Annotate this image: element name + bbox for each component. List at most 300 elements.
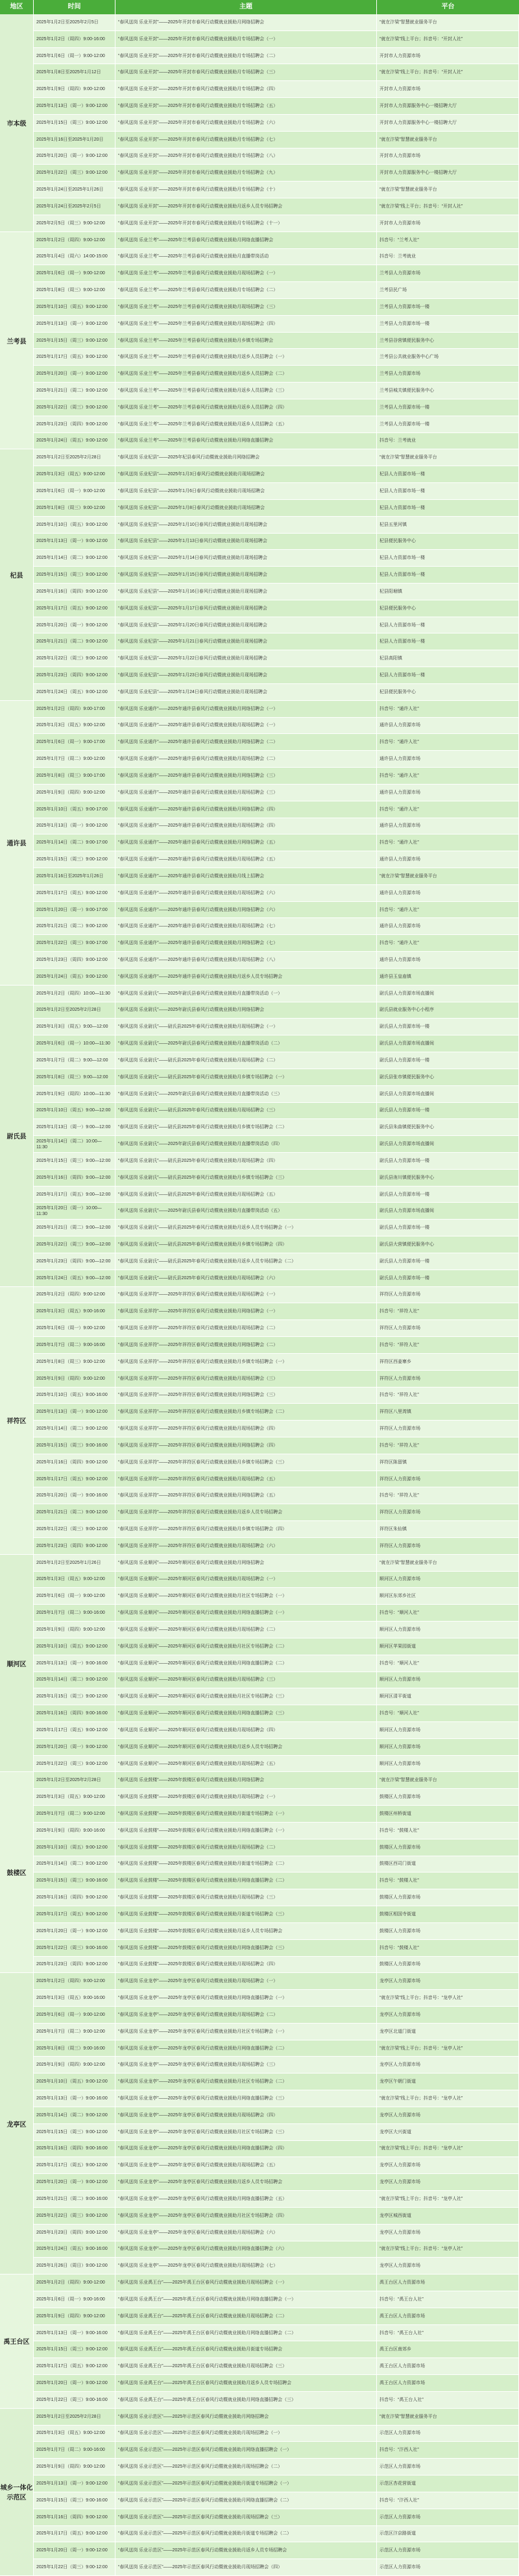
theme-cell: “春风送岗 乐业通许”——2025年通许县春风行动暨就业援助月网络招聘会（三） [115,768,377,785]
theme-cell: “春风送岗 乐业祥符”——2025年祥符区春风行动暨就业援助月现场招聘会（一） [115,1287,377,1304]
theme-cell: “春风送岗 乐业祥符”——2025年祥符区春风行动暨就业援助月现场招聘会（四） [115,1421,377,1437]
platform-cell: 抖音号：“通许人社” [377,734,519,751]
time-cell: 2025年1月20日（周一）9:00-12:00 [34,1923,115,1940]
theme-cell: “春风送岗 乐业通许”——2025年通许县春风行动暨就业援助月现场招聘会（二） [115,751,377,768]
theme-cell: “春风送岗 乐业尉氏”——尉氏县2025年春风行动暨就业援助月返乡人员专场招聘会（一） [115,1220,377,1236]
time-cell: 2025年1月9日（周四）10:00—11:30 [34,1086,115,1103]
theme-cell: “春风送岗 乐业通许”——2025年通许县春风行动暨就业援助月现场招聘会（六） [115,885,377,902]
platform-cell: 尉氏县人力资源市场直播间 [377,986,519,1002]
platform-cell: “就在汴梁”线上平台；抖音号：“开封人社” [377,31,519,48]
theme-cell: “春风送岗 乐业祥符”——2025年祥符区春风行动暨就业援助月返乡人员专场招聘会 [115,1504,377,1521]
time-cell: 2025年1月24日至2025年2月5日 [34,198,115,215]
time-cell: 2025年1月2日（周四）9:00-12:00 [34,1287,115,1304]
platform-cell: “就在汴梁”智慧就业服务平台 [377,182,519,198]
time-cell: 2025年1月17日（周五）9:00-12:00 [34,600,115,617]
platform-cell: “就在汴梁”线上平台；抖音号：“龙亭人社” [377,2241,519,2258]
district-cell: 鼓楼区 [0,1772,34,1973]
theme-cell: “春风送岗 乐业尉氏”——尉氏县2025年春风行动暨就业援助月乡镇专场招聘会（一） [115,1069,377,1086]
time-cell: 2025年1月22日（周三）9:00-16:00 [34,2392,115,2409]
time-cell: 2025年1月20日（周一）9:00-12:00 [34,2542,115,2559]
theme-cell: “春风送岗 乐业兰考”——2025年兰考县春风行动暨就业援助月网络直播招聘会 [115,232,377,249]
theme-cell: “春风送岗 乐业祥符”——2025年祥符区春风行动暨就业援助月网络招聘会（一） [115,1303,377,1320]
district-cell: 龙亭区 [0,1973,34,2275]
platform-cell: 尉氏县就业服务中心小程序 [377,1002,519,1019]
platform-cell: 杞县人力资源市场一楼 [377,550,519,567]
theme-cell: “春风送岗 乐业顺河”——2025年顺河区春风行动暨就业援助月现场招聘会（四） [115,1722,377,1739]
platform-cell: 抖音号：“禹王台人社” [377,2392,519,2409]
platform-cell: “就在汴梁”智慧就业服务平台 [377,14,519,31]
time-cell: 2025年1月2日至2025年2月5日 [34,14,115,31]
time-cell: 2025年1月6日（周一）9:00-12:00 [34,483,115,500]
platform-cell: 龙亭区人力资源市场 [377,2057,519,2074]
platform-cell: 尉氏县人力资源市场一楼 [377,1220,519,1236]
time-cell: 2025年1月2日至2025年2月28日 [34,1002,115,1019]
theme-cell: “春风送岗 乐业龙亭”——2025年龙亭区春风行动暨就业援助月社区专场招聘会（一） [115,2024,377,2040]
platform-cell: 龙亭区大兴街道 [377,2124,519,2141]
platform-cell: 祥符区人力资源市场 [377,1421,519,1437]
theme-cell: “春风送岗 乐业龙亭”——2025年龙亭区春风行动暨就业援助月网络直播招聘会（五） [115,2191,377,2208]
time-cell: 2025年1月6日（周一）9:00-12:00 [34,265,115,282]
time-cell: 2025年2月5日（周三）9:00-12:00 [34,215,115,232]
platform-cell: 尉氏县人力资源市场一楼 [377,1103,519,1120]
time-cell: 2025年1月17日（周五）9:00-12:00 [34,1722,115,1739]
theme-cell: “春风送岗 乐业顺河”——2025年顺河区春风行动暨就业援助月网络招聘会 [115,1555,377,1572]
platform-cell: 抖音号：“祥符人社” [377,1437,519,1454]
platform-cell: 顺河区人力资源市场 [377,1672,519,1689]
platform-cell: 祥符区人力资源市场 [377,1504,519,1521]
platform-cell: 抖音号：“鼓楼人社” [377,1823,519,1839]
theme-cell: “春风送岗 乐业杞县”——2025年1月16日春风行动暨就业援助月现场招聘会 [115,584,377,600]
platform-cell: 鼓楼区相国寺街道 [377,1906,519,1923]
theme-cell: “春风送岗 乐业禹王台”——2025年禹王台区春风行动暨就业援助月网络直播招聘会（一） [115,2291,377,2308]
platform-cell: 尉氏县人力资源市场一楼 [377,1270,519,1287]
platform-cell: 抖音号：“通许人社” [377,902,519,919]
time-cell: 2025年1月13日（周一）9:00-16:00 [34,1655,115,1672]
theme-cell: “春风送岗 乐业鼓楼”——2025年鼓楼区春风行动暨就业援助月网络招聘会 [115,1772,377,1789]
theme-cell: “春风送岗 乐业通许”——2025年通许县春风行动暨就业援助月网络招聘会（一） [115,701,377,718]
theme-cell: “春风送岗 乐业通许”——2025年通许县春风行动暨就业援助月现场招聘会（三） [115,785,377,801]
platform-cell: 杞县阳堌镇 [377,584,519,600]
time-cell: 2025年1月22日（周三）9:00—12:00 [34,1236,115,1253]
platform-cell: 兰考县人力资源市场 [377,265,519,282]
district-cell: 杞县 [0,449,34,700]
theme-cell: “春风送岗 乐业尉氏”——尉氏县2025年春风行动暨就业援助月现场招聘会（六） [115,1270,377,1287]
header-district: 地区 [0,0,34,14]
platform-cell: 杞县五里河镇 [377,517,519,534]
theme-cell: “春风送岗 乐业杞县”——2025年1月6日春风行动暨就业援助月现场招聘会 [115,483,377,500]
time-cell: 2025年1月24日（周五）9:00-12:00 [34,684,115,701]
platform-cell: 抖音号：兰考就业 [377,433,519,450]
theme-cell: “春风送岗 乐业顺河”——2025年顺河区春风行动暨就业援助月现场招聘会（一） [115,1572,377,1589]
theme-cell: “春风送岗 乐业禹王台”——2025年禹王台区春风行动暨就业援助月现场招聘会（三） [115,2358,377,2375]
platform-cell: 抖音号：“汴西人社” [377,2442,519,2459]
platform-cell: 尉氏县大营镇便民服务中心 [377,1236,519,1253]
theme-cell: “春风送岗 乐业鼓楼”——2025年鼓楼区春风行动暨就业援助月街道专场招聘会（三） [115,1906,377,1923]
theme-cell: “春风送岗 乐业示范区”——2025年示范区春风行动暨就业援助月现场招聘会（一） [115,2426,377,2442]
platform-cell: 杞县人力资源市场一楼 [377,466,519,483]
time-cell: 2025年1月7日（周二）9:00-12:00 [34,1806,115,1823]
platform-cell: 顺河区人力资源市场 [377,1722,519,1739]
theme-cell: “春风送岗 乐业开封”——2025年开封市春风行动暨就业援助月专场招聘会（十） [115,182,377,198]
time-cell: 2025年1月13日（周一）9:00-12:00 [34,316,115,333]
theme-cell: “春风送岗 乐业龙亭”——2025年龙亭区春风行动暨就业援助月网络直播招聘会（一） [115,1990,377,2007]
platform-cell: 尉氏县张市镇便民服务中心 [377,1069,519,1086]
platform-cell: 抖音号：“祥符人社” [377,1337,519,1354]
platform-cell: 兰考县人力资源市场一楼 [377,299,519,316]
theme-cell: “春风送岗 乐业杞县”——2025年1月23日春风行动暨就业援助月现场招聘会 [115,667,377,684]
platform-cell: 抖音号：“祥符人社” [377,1487,519,1504]
time-cell: 2025年1月20日（周一）9:00-12:00 [34,1739,115,1756]
time-cell: 2025年1月15日（周三）9:00-12:00 [34,2341,115,2358]
district-cell: 通许县 [0,701,34,986]
platform-cell: 祥符区西姜寨乡 [377,1354,519,1371]
platform-cell: “就在汴梁”智慧就业服务平台 [377,2409,519,2426]
theme-cell: “春风送岗 乐业示范区”——2025年示范区春风行动暨就业援助月网络直播招聘会（一） [115,2442,377,2459]
time-cell: 2025年1月3日（周五）9:00-12:00 [34,2426,115,2442]
theme-cell: “春风送岗 乐业尉氏”——尉氏县2025年春风行动暨就业援助月现场招聘会（三） [115,1103,377,1120]
time-cell: 2025年1月13日（周一）9:00-12:00 [34,818,115,835]
theme-cell: “春风送岗 乐业尉氏”——尉氏县2025年春风行动暨就业援助月乡镇专场招聘会（四） [115,1236,377,1253]
time-cell: 2025年1月13日（周一）9:00-12:00 [34,2476,115,2492]
theme-cell: “春风送岗 乐业尉氏”——2025年尉氏县春风行动暨就业援助月直播带岗活动（五） [115,1203,377,1220]
platform-cell: 抖音号：“禹王台人社” [377,2325,519,2342]
theme-cell: “春风送岗 乐业顺河”——2025年顺河区春风行动暨就业援助月返乡人员专场招聘会 [115,1739,377,1756]
platform-cell: 抖音号：“鼓楼人社” [377,1940,519,1957]
platform-cell: 龙亭区午朝门街道 [377,2074,519,2090]
time-cell: 2025年1月15日（周三）9:00—12:00 [34,1153,115,1170]
theme-cell: “春风送岗 乐业鼓楼”——2025年鼓楼区春风行动暨就业援助月街道专场招聘会（一） [115,1806,377,1823]
platform-cell: “就在汴梁”线上平台；抖音号：“开封人社” [377,64,519,81]
platform-cell: 杞县便民服务中心 [377,600,519,617]
platform-cell: 禹王台区南郊乡 [377,2341,519,2358]
time-cell: 2025年1月2日（周四）9:00-12:00 [34,232,115,249]
time-cell: 2025年1月2日（周四）9:00-17:00 [34,701,115,718]
time-cell: 2025年1月23日（周四）9:00—12:00 [34,1253,115,1270]
time-cell: 2025年1月8日（周三）9:00-16:00 [34,2040,115,2057]
theme-cell: “春风送岗 乐业尉氏”——2025年尉氏县春风行动暨就业援助月直播带岗活动（二） [115,1035,377,1052]
theme-cell: “春风送岗 乐业通许”——2025年通许县春风行动暨就业援助月网络招聘会（二） [115,734,377,751]
time-cell: 2025年1月10日（周五）9:00-17:00 [34,801,115,818]
time-cell: 2025年1月26日（周日）9:00-12:00 [34,2258,115,2275]
platform-cell: 通许县人力资源市场 [377,785,519,801]
time-cell: 2025年1月17日（周五）9:00—12:00 [34,1187,115,1203]
time-cell: 2025年1月17日（周五）9:00-12:00 [34,2157,115,2174]
platform-cell: 示范区人力资源市场 [377,2426,519,2442]
time-cell: 2025年1月22日（周三）9:00-12:00 [34,399,115,416]
theme-cell: “春风送岗 乐业顺河”——2025年顺河区春风行动暨就业援助月网络直播招聘会（一） [115,1605,377,1622]
platform-cell: 龙亭区城西街道 [377,2208,519,2225]
theme-cell: “春风送岗 乐业尉氏”——尉氏县2025年春风行动暨就业援助月现场招聘会（四） [115,1153,377,1170]
time-cell: 2025年1月10日（周五）9:00-12:00 [34,2074,115,2090]
platform-cell: 祥符区人力资源市场 [377,1371,519,1388]
time-cell: 2025年1月3日（周五）9:00-12:00 [34,1572,115,1589]
time-cell: 2025年1月10日（周五）9:00-12:00 [34,299,115,316]
theme-cell: “春风送岗 乐业祥符”——2025年祥符区春风行动暨就业援助月现场招聘会（五） [115,1471,377,1488]
platform-cell: 抖音号：“通许人社” [377,801,519,818]
theme-cell: “春风送岗 乐业禹王台”——2025年禹王台区春风行动暨就业援助月网络直播招聘会（三） [115,2392,377,2409]
theme-cell: “春风送岗 乐业祥符”——2025年祥符区春风行动暨就业援助月乡镇专场招聘会（一） [115,1354,377,1371]
theme-cell: “春风送岗 乐业杞县”——2025年1月10日春风行动暨就业援助月现场招聘会 [115,517,377,534]
time-cell: 2025年1月7日（周二）9:00—12:00 [34,1052,115,1069]
theme-cell: “春风送岗 乐业顺河”——2025年顺河区春风行动暨就业援助月现场招聘会（五） [115,1756,377,1773]
theme-cell: “春风送岗 乐业兰考”——2025年兰考县春风行动暨就业援助月乡镇专场招聘会 [115,333,377,349]
time-cell: 2025年1月20日（周一）9:00-17:00 [34,902,115,919]
platform-cell: 鼓楼区州桥街道 [377,1806,519,1823]
theme-cell: “春风送岗 乐业杞县”——2025年1月24日春风行动暨就业援助月现场招聘会 [115,684,377,701]
platform-cell: 龙亭区人力资源市场 [377,1973,519,1990]
time-cell: 2025年1月8日至2025年1月12日 [34,64,115,81]
platform-cell: 祥符区八里湾镇 [377,1404,519,1421]
time-cell: 2025年1月15日（周三）9:00-12:00 [34,333,115,349]
theme-cell: “春风送岗 乐业兰考”——2025年兰考县春风行动暨就业援助月现场招聘会（三） [115,299,377,316]
time-cell: 2025年1月24日（周五）9:00-16:00 [34,2241,115,2258]
theme-cell: “春风送岗 乐业兰考”——2025年兰考县春风行动暨就业援助月返乡人员招聘会（一） [115,349,377,366]
time-cell: 2025年1月21日（周二）9:00-12:00 [34,1504,115,1521]
time-cell: 2025年1月2日至2025年2月28日 [34,1772,115,1789]
time-cell: 2025年1月22日（周三）9:00-12:00 [34,650,115,667]
theme-cell: “春风送岗 乐业通许”——2025年通许县春风行动暨就业援助月网络招聘会（四） [115,801,377,818]
theme-cell: “春风送岗 乐业鼓楼”——2025年鼓楼区春风行动暨就业援助月现场招聘会（二） [115,1839,377,1856]
time-cell: 2025年1月15日（周三）9:00-16:00 [34,1437,115,1454]
platform-cell: “就在汴梁”线上平台；抖音号：“龙亭人社” [377,1990,519,2007]
platform-cell: 鼓楼区西司门街道 [377,1856,519,1873]
theme-cell: “春风送岗 乐业开封”——2025年开封市春风行动暨就业援助月专场招聘会（一） [115,31,377,48]
platform-cell: 尉氏县人力资源市场直播间 [377,1203,519,1220]
theme-cell: “春风送岗 乐业尉氏”——尉氏县2025年春风行动暨就业援助月现场招聘会（一） [115,1019,377,1035]
theme-cell: “春风送岗 乐业示范区”——2025年示范区春风行动暨就业援助月现场招聘会（四） [115,2559,377,2576]
theme-cell: “春风送岗 乐业通许”——2025年通许县春风行动暨就业援助月线上招聘会 [115,868,377,885]
time-cell: 2025年1月21日（周二）9:00-16:00 [34,2191,115,2208]
theme-cell: “春风送岗 乐业兰考”——2025年兰考县春风行动暨就业援助月专场招聘会（二） [115,282,377,299]
time-cell: 2025年1月7日（周二）9:00-16:00 [34,1605,115,1622]
platform-cell: “就在汴梁”智慧就业服务平台 [377,1772,519,1789]
platform-cell: 杞县人力资源市场一楼 [377,500,519,517]
time-cell: 2025年1月7日（周二）9:00-12:00 [34,2024,115,2040]
time-cell: 2025年1月23日（周四）9:00-12:00 [34,416,115,433]
theme-cell: “春风送岗 乐业开封”——2025年开封市春风行动暨就业援助月专场招聘会（五） [115,98,377,115]
time-cell: 2025年1月2日（周四）9:00-12:00 [34,1973,115,1990]
theme-cell: “春风送岗 乐业兰考”——2025年兰考县春风行动暨就业援助月直播带岗活动 [115,249,377,266]
theme-cell: “春风送岗 乐业禹王台”——2025年禹王台区春风行动暨就业援助月街道专场招聘会 [115,2341,377,2358]
time-cell: 2025年1月9日（周四）9:00-12:00 [34,785,115,801]
platform-cell: 开封市人力资源市场 [377,81,519,98]
header-platform: 平台 [377,0,519,14]
theme-cell: “春风送岗 乐业鼓楼”——2025年鼓楼区春风行动暨就业援助月现场招聘会（一） [115,1789,377,1806]
time-cell: 2025年1月21日（周二）9:00—12:00 [34,1220,115,1236]
theme-cell: “春风送岗 乐业祥符”——2025年祥符区春风行动暨就业援助月现场招聘会（六） [115,1538,377,1555]
time-cell: 2025年1月3日（周五）9:00-12:00 [34,1789,115,1806]
theme-cell: “春风送岗 乐业示范区”——2025年示范区春风行动暨就业援助月网络招聘会 [115,2409,377,2426]
platform-cell: 杞县人力资源市场一楼 [377,633,519,650]
theme-cell: “春风送岗 乐业祥符”——2025年祥符区春风行动暨就业援助月现场招聘会（二） [115,1320,377,1337]
theme-cell: “春风送岗 乐业鼓楼”——2025年鼓楼区春风行动暨就业援助月网络直播招聘会（二） [115,1873,377,1889]
time-cell: 2025年1月6日（周一）9:00-16:00 [34,2291,115,2308]
time-cell: 2025年1月16日（周四）9:00-16:00 [34,2141,115,2158]
theme-cell: “春风送岗 乐业兰考”——2025年兰考县春风行动暨就业援助月返乡人员招聘会（五） [115,416,377,433]
platform-cell: “就在汴梁”线上平台；抖音号：“龙亭人社” [377,2191,519,2208]
theme-cell: “春风送岗 乐业示范区”——2025年示范区春风行动暨就业援助月现场招聘会（二） [115,2459,377,2476]
platform-cell: 抖音号：“顺河人社” [377,1655,519,1672]
time-cell: 2025年1月6日（周一）9:00-12:00 [34,1320,115,1337]
platform-cell: 抖音号：“祥符人社” [377,1303,519,1320]
district-cell: 城乡一体化示范区 [0,2409,34,2576]
time-cell: 2025年1月16日（周四）9:00-12:00 [34,1454,115,1471]
time-cell: 2025年1月20日（周一）9:00-16:00 [34,1487,115,1504]
time-cell: 2025年1月15日（周三）9:00-16:00 [34,1873,115,1889]
time-cell: 2025年1月2日至2025年2月28日 [34,2409,115,2426]
theme-cell: “春风送岗 乐业顺河”——2025年顺河区春风行动暨就业援助月社区专场招聘会（三） [115,1688,377,1705]
time-cell: 2025年1月20日（周一）9:00-12:00 [34,2375,115,2392]
time-cell: 2025年1月16日至2025年1月26日 [34,868,115,885]
platform-cell: 兰考县民广场 [377,282,519,299]
theme-cell: “春风送岗 乐业通许”——2025年通许县春风行动暨就业援助月现场招聘会（一） [115,718,377,735]
time-cell: 2025年1月8日（周三）9:00-12:00 [34,1354,115,1371]
platform-cell: 开封市人力资源市场 [377,215,519,232]
time-cell: 2025年1月21日（周二）9:00-12:00 [34,633,115,650]
platform-cell: “就在汴梁”智慧就业服务平台 [377,132,519,148]
theme-cell: “春风送岗 乐业祥符”——2025年祥符区春风行动暨就业援助月网络招聘会（五） [115,1487,377,1504]
time-cell: 2025年1月3日（周五）9:00-12:00 [34,718,115,735]
theme-cell: “春风送岗 乐业开封”——2025年开封市春风行动暨就业援助月返乡人员专场招聘会 [115,198,377,215]
theme-cell: “春风送岗 乐业龙亭”——2025年龙亭区春风行动暨就业援助月网络直播招聘会（四） [115,2141,377,2158]
platform-cell: 禹王台区人力资源市场 [377,2358,519,2375]
time-cell: 2025年1月9日（周四）9:00-12:00 [34,1622,115,1638]
theme-cell: “春风送岗 乐业通许”——2025年通许县春风行动暨就业援助月网络招聘会（五） [115,834,377,851]
time-cell: 2025年1月16日至2025年1月20日 [34,132,115,148]
time-cell: 2025年1月20日（周一）10:00—11:30 [34,1203,115,1220]
time-cell: 2025年1月10日（周五）9:00-12:00 [34,1638,115,1655]
platform-cell: 尉氏县人力资源市场直播间 [377,1136,519,1153]
platform-cell: 鼓楼区人力资源市场 [377,1889,519,1906]
time-cell: 2025年1月20日（周一）9:00-12:00 [34,617,115,634]
platform-cell: 杞县高阳镇 [377,650,519,667]
platform-cell: 龙亭区人力资源市场 [377,2225,519,2241]
platform-cell: 顺河区人力资源市场 [377,1622,519,1638]
platform-cell: 开封市人力资源服务中心一楼招聘大厅 [377,165,519,182]
theme-cell: “春风送岗 乐业顺河”——2025年顺河区春风行动暨就业援助月现场招聘会（三） [115,1672,377,1689]
theme-cell: “春风送岗 乐业尉氏”——尉氏县2025年春风行动暨就业援助月乡镇专场招聘会（三） [115,1170,377,1187]
theme-cell: “春风送岗 乐业龙亭”——2025年龙亭区春风行动暨就业援助月现场招聘会（三） [115,2057,377,2074]
platform-cell: 抖音号：“祥符人社” [377,1388,519,1404]
time-cell: 2025年1月2日至2025年1月26日 [34,1555,115,1572]
platform-cell: 开封市人力资源服务中心一楼招聘大厅 [377,98,519,115]
time-cell: 2025年1月13日（周一）9:00—12:00 [34,1119,115,1136]
platform-cell: 龙亭区人力资源市场 [377,2107,519,2124]
time-cell: 2025年1月2日（周四）9:00-12:00 [34,2275,115,2291]
time-cell: 2025年1月23日（周四）9:00-12:00 [34,1538,115,1555]
platform-cell: 鼓楼区人力资源市场 [377,1923,519,1940]
time-cell: 2025年1月10日（周五）9:00-12:00 [34,1839,115,1856]
platform-cell: 尉氏县人力资源市场一楼 [377,1187,519,1203]
time-cell: 2025年1月22日（周三）9:00-12:00 [34,2208,115,2225]
time-cell: 2025年1月15日（周三）9:00-12:00 [34,1688,115,1705]
time-cell: 2025年1月17日（周五）9:00-12:00 [34,2358,115,2375]
platform-cell: 开封市人力资源市场 [377,48,519,65]
platform-cell: 禹王台区人力资源市场 [377,2275,519,2291]
time-cell: 2025年1月21日（周二）9:00-12:00 [34,383,115,399]
time-cell: 2025年1月14日（周二）10:00—11:30 [34,1136,115,1153]
district-cell: 禹王台区 [0,2275,34,2409]
theme-cell: “春风送岗 乐业龙亭”——2025年龙亭区春风行动暨就业援助月网络直播招聘会（二） [115,2040,377,2057]
time-cell: 2025年1月14日（周二）9:00-12:00 [34,2107,115,2124]
time-cell: 2025年1月20日（周一）9:00-12:00 [34,2174,115,2191]
time-cell: 2025年1月14日（周二）9:00-12:00 [34,1421,115,1437]
district-cell: 市本级 [0,14,34,232]
platform-cell: 抖音号：“禹王台人社” [377,2291,519,2308]
theme-cell: “春风送岗 乐业通许”——2025年通许县春风行动暨就业援助月网络招聘会（七） [115,935,377,952]
platform-cell: 通许县人力资源市场 [377,818,519,835]
platform-cell: “就在汴梁”智慧就业服务平台 [377,868,519,885]
time-cell: 2025年1月9日（周四）9:00-12:00 [34,1371,115,1388]
theme-cell: “春风送岗 乐业开封”——2025年开封市春风行动暨就业援助月专场招聘会（二） [115,48,377,65]
platform-cell: 通许县人力资源市场 [377,751,519,768]
time-cell: 2025年1月22日（周三）9:00-17:00 [34,935,115,952]
theme-cell: “春风送岗 乐业通许”——2025年通许县春风行动暨就业援助月现场招聘会（五） [115,851,377,868]
time-cell: 2025年1月20日（周一）9:00-12:00 [34,148,115,165]
theme-cell: “春风送岗 乐业示范区”——2025年示范区春风行动暨就业援助月网络直播招聘会（二） [115,2492,377,2509]
theme-cell: “春风送岗 乐业龙亭”——2025年龙亭区春风行动暨就业援助月社区专场招聘会（三） [115,2124,377,2141]
time-cell: 2025年1月24日（周五）9:00—12:00 [34,1270,115,1287]
theme-cell: “春风送岗 乐业通许”——2025年通许县春风行动暨就业援助月现场招聘会（七） [115,918,377,935]
platform-cell: 兰考县谷营镇便民服务中心 [377,333,519,349]
theme-cell: “春风送岗 乐业通许”——2025年通许县春风行动暨就业援助月现场招聘会（四） [115,818,377,835]
platform-cell: 尉氏县朱曲镇便民服务中心 [377,1119,519,1136]
time-cell: 2025年1月13日（周一）9:00-12:00 [34,534,115,550]
platform-cell: 杞县便民服务中心 [377,684,519,701]
platform-cell: 顺河区东郊乡社区 [377,1588,519,1605]
time-cell: 2025年1月2日（周四）10:00—11:30 [34,986,115,1002]
district-cell: 尉氏县 [0,986,34,1287]
platform-cell: 杞县人力资源市场一楼 [377,667,519,684]
theme-cell: “春风送岗 乐业顺河”——2025年顺河区春风行动暨就业援助月现场招聘会（二） [115,1622,377,1638]
time-cell: 2025年1月7日（周二）9:00-16:00 [34,1337,115,1354]
time-cell: 2025年1月9日（周四）9:00-12:00 [34,81,115,98]
time-cell: 2025年1月14日（周二）9:00-17:00 [34,834,115,851]
theme-cell: “春风送岗 乐业杞县”——2025年1月14日春风行动暨就业援助月现场招聘会 [115,550,377,567]
time-cell: 2025年1月22日（周三）9:00-16:00 [34,1940,115,1957]
platform-cell: 顺河区人力资源市场 [377,1739,519,1756]
theme-cell: “春风送岗 乐业龙亭”——2025年龙亭区春风行动暨就业援助月现场招聘会（一） [115,1973,377,1990]
platform-cell: 杞县人力资源市场一楼 [377,483,519,500]
platform-cell: 祥符区朱仙镇 [377,1521,519,1538]
platform-cell: “就在汴梁”线上平台；抖音号：“龙亭人社” [377,2090,519,2107]
theme-cell: “春风送岗 乐业鼓楼”——2025年鼓楼区春风行动暨就业援助月现场招聘会（四） [115,1957,377,1974]
time-cell: 2025年1月7日（周二）9:00-16:00 [34,2442,115,2459]
time-cell: 2025年1月23日（周四）9:00-12:00 [34,667,115,684]
time-cell: 2025年1月4日（周六）14:00-15:00 [34,249,115,266]
platform-cell: 抖音号：“顺河人社” [377,1605,519,1622]
time-cell: 2025年1月15日（周三）9:00-12:00 [34,115,115,132]
platform-cell: 开封市人力资源市场 [377,148,519,165]
time-cell: 2025年1月15日（周三）9:00-12:00 [34,851,115,868]
theme-cell: “春风送岗 乐业杞县”——2025年1月21日春风行动暨就业援助月现场招聘会 [115,633,377,650]
theme-cell: “春风送岗 乐业开封”——2025年开封市春风行动暨就业援助月专场招聘会（七） [115,132,377,148]
platform-cell: “就在汴梁”线上平台；抖音号：“龙亭人社” [377,2040,519,2057]
theme-cell: “春风送岗 乐业开封”——2025年开封市春风行动暨就业援助月专场招聘会（三） [115,64,377,81]
platform-cell: 龙亭区北道门街道 [377,2024,519,2040]
platform-cell: 顺河区人力资源市场 [377,1572,519,1589]
time-cell: 2025年1月3日（周五）9:00-12:00 [34,466,115,483]
time-cell: 2025年1月22日（周三）9:00-12:00 [34,2559,115,2576]
theme-cell: “春风送岗 乐业顺河”——2025年顺河区春风行动暨就业援助月社区专场招聘会（二） [115,1638,377,1655]
theme-cell: “春风送岗 乐业祥符”——2025年祥符区春风行动暨就业援助月现场招聘会（三） [115,1371,377,1388]
platform-cell: 顺河区人力资源市场 [377,1756,519,1773]
platform-cell: 鼓楼区人力资源市场 [377,1957,519,1974]
theme-cell: “春风送岗 乐业杞县”——2025年1月17日春风行动暨就业援助月现场招聘会 [115,600,377,617]
theme-cell: “春风送岗 乐业鼓楼”——2025年鼓楼区春风行动暨就业援助月街道专场招聘会（二） [115,1856,377,1873]
time-cell: 2025年1月15日（周三）9:00-12:00 [34,567,115,584]
platform-cell: 示范区汴京路街道 [377,2526,519,2543]
